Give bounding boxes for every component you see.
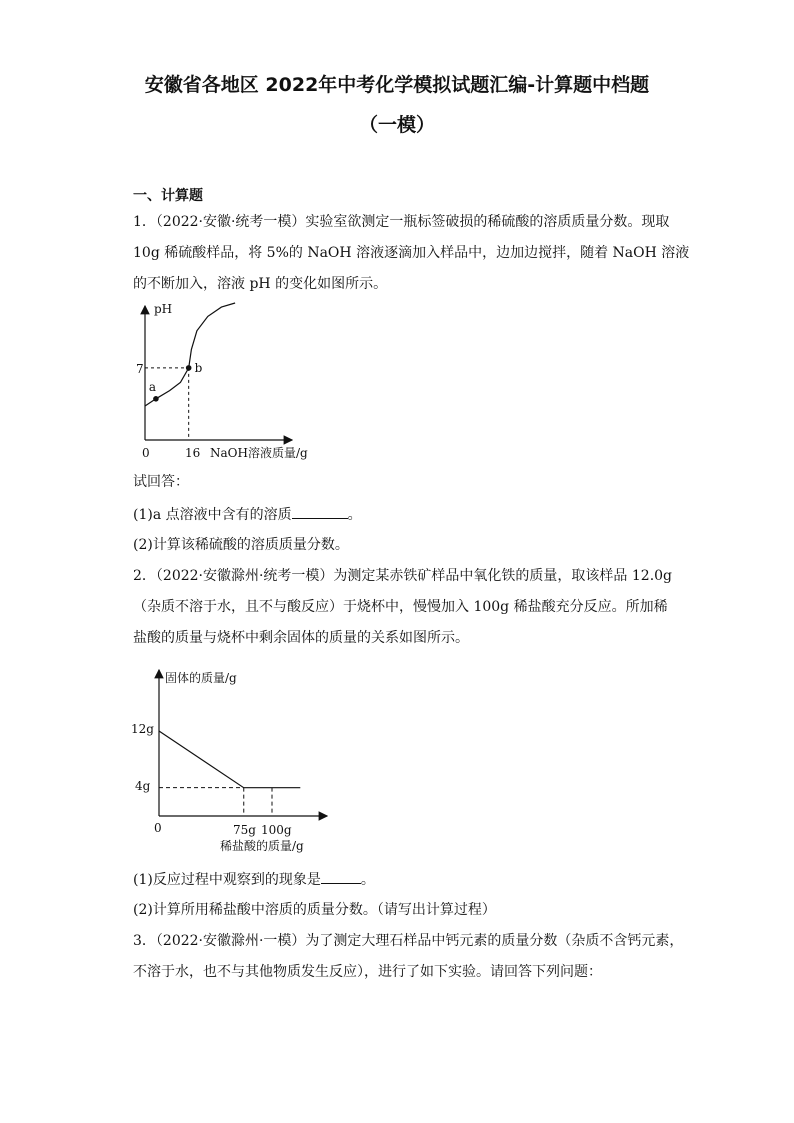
q1-line-3: 的不断加入，溶液 pH 的变化如图所示。 [133, 276, 388, 292]
ph-chart [130, 298, 340, 468]
solid-chart-ytick-4g: 4g [135, 779, 151, 793]
q1-sub1-end: 。 [347, 507, 362, 523]
q2-sub1-end: 。 [360, 872, 375, 888]
q2-sub1-answer-blank[interactable] [321, 869, 361, 884]
ph-point-label-b: b [194, 360, 203, 375]
q1-sub1-answer-blank[interactable] [292, 504, 348, 519]
q2-line-2: （杂质不溶于水，且不与酸反应）于烧杯中，慢慢加入 100g 稀盐酸充分反应。所加稀 [133, 599, 668, 615]
ph-curve [145, 303, 235, 406]
q3-line-1: 3．（2022·安徽滁州·一模）为了测定大理石样品中钙元素的质量分数（杂质不含钙元素， [133, 933, 684, 949]
ph-chart-origin: 0 [142, 446, 150, 460]
q1-sub1 [133, 504, 362, 525]
solid-chart-xlabel: 稀盐酸的质量/g [220, 839, 304, 853]
ph-chart-xtick-16: 16 [185, 446, 201, 460]
solid-chart-ylabel: 固体的质量/g [165, 671, 237, 685]
solid-chart-xtick-75g: 75g [233, 823, 256, 837]
ph-chart-ytick-7: 7 [136, 362, 144, 376]
solid-chart-ytick-12g: 12g [131, 722, 154, 736]
q2-line-1: 2．（2022·安徽滁州·统考一模）为测定某赤铁矿样品中氧化铁的质量，取该样品 12.0g [133, 568, 673, 584]
solid-chart-xtick-100g: 100g [261, 823, 292, 837]
q3-line-2: 不溶于水，也不与其他物质发生反应），进行了如下实验。请回答下列问题： [133, 964, 602, 980]
q2-line-3: 盐酸的质量与烧杯中剩余固体的质量的关系如图所示。 [133, 630, 469, 646]
solid-mass-chart [125, 660, 340, 860]
ph-point-label-a: a [148, 379, 157, 394]
ph-point-b [186, 365, 192, 371]
ph-point-a [153, 396, 159, 402]
q1-line-2: 10g 稀硫酸样品，将 5%的 NaOH 溶液逐滴加入样品中，边加边搅拌，随着 NaOH 溶液 [133, 245, 690, 261]
q2-sub1 [133, 869, 375, 890]
ph-chart-ylabel: pH [154, 302, 173, 316]
solid-mass-line [159, 731, 300, 788]
document-title-line1: 安徽省各地区 2022年中考化学模拟试题汇编-计算题中档题 [144, 74, 650, 96]
q1-answer-intro: 试回答： [133, 474, 189, 490]
solid-chart-origin: 0 [154, 821, 162, 835]
q2-sub2: (2)计算所用稀盐酸中溶质的质量分数。（请写出计算过程） [133, 902, 496, 918]
q2-sub1-text: (1)反应过程中观察到的现象是 [133, 872, 321, 888]
section-heading: 一、计算题 [133, 188, 203, 204]
q1-line-1: 1．（2022·安徽·统考一模）实验室欲测定一瓶标签破损的稀硫酸的溶质质量分数。现取 [133, 214, 670, 230]
q1-sub2: (2)计算该稀硫酸的溶质质量分数。 [133, 537, 349, 553]
q1-sub1-text: (1)a 点溶液中含有的溶质 [133, 507, 292, 523]
document-title-line2: （一模） [358, 114, 435, 136]
ph-chart-xlabel: NaOH溶液质量/g [210, 446, 308, 460]
